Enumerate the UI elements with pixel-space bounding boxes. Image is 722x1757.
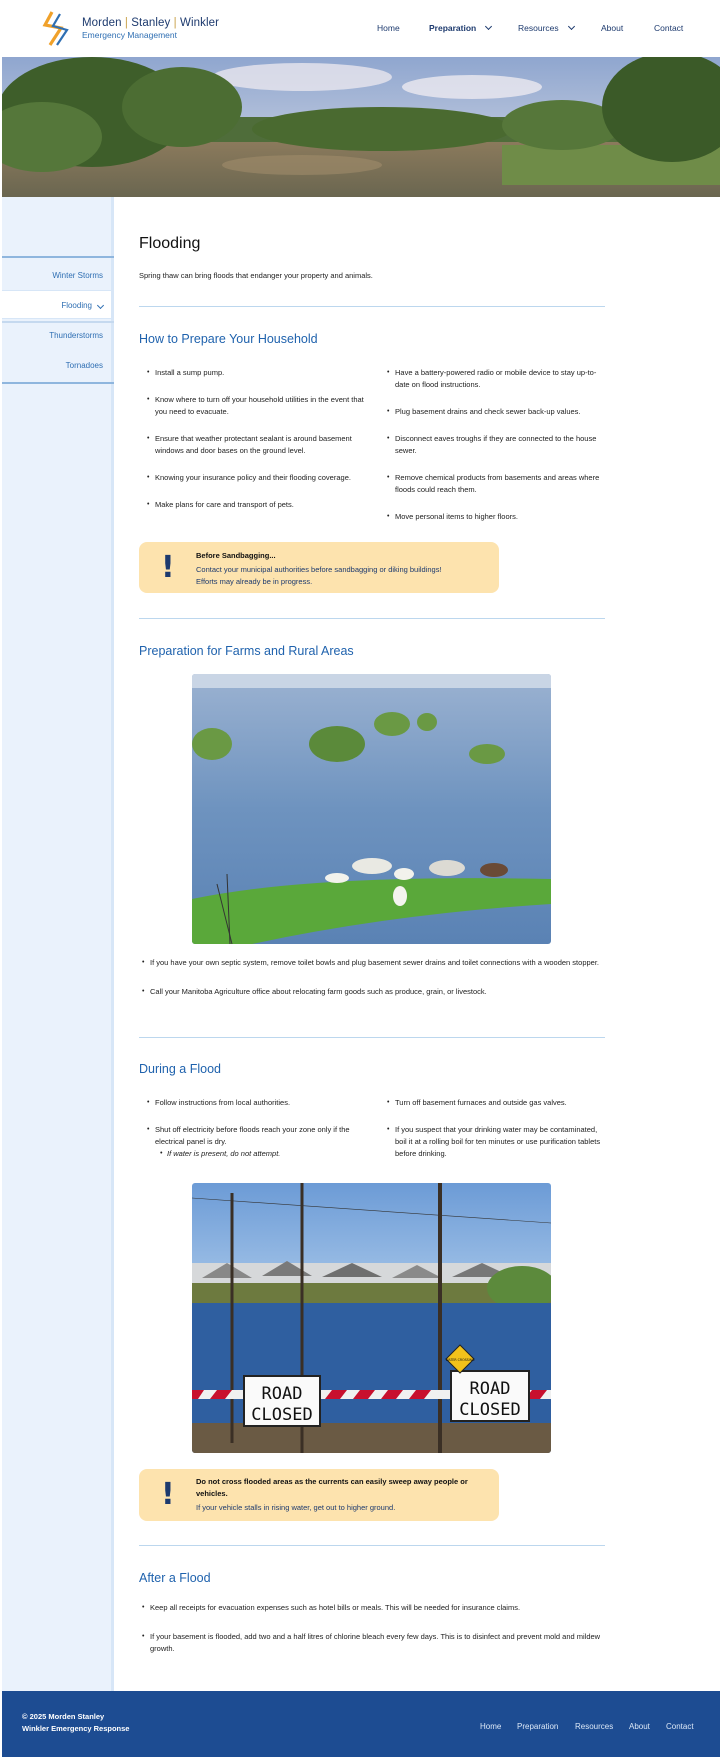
list-item: • Turn off basement furnaces and outside gas valves. (379, 1097, 605, 1109)
photo-road-closed-flood (192, 1183, 551, 1453)
hero-flooded-field-image (2, 57, 720, 197)
chevron-down-icon (485, 23, 492, 30)
footer-link-contact[interactable]: Contact (666, 1722, 694, 1731)
section-divider (139, 1037, 605, 1038)
nav-contact[interactable]: Contact (654, 23, 684, 33)
list-item: • Shut off electricity before floods reach your zone only if the electrical panel is dry. (139, 1124, 364, 1148)
footer-link-about[interactable]: About (629, 1722, 650, 1731)
list-item: • Knowing your insurance policy and their flooding coverage. (139, 472, 364, 484)
list-item: • Remove chemical products from basements and areas where floods could reach them. (379, 472, 605, 496)
footer-link-resources[interactable]: Resources (575, 1722, 614, 1731)
list-item: • If you have your own septic system, remove toilet bowls and plug basement sewer drains and toilet connections with a wooden stopper. (134, 957, 605, 969)
footer-link-preparation[interactable]: Preparation (517, 1722, 559, 1731)
household-list-left (139, 367, 364, 511)
heading-farms: Preparation for Farms and Rural Areas (139, 644, 354, 658)
during-list-right (379, 1097, 605, 1160)
sidebar-item-flooding[interactable]: Flooding (61, 301, 103, 310)
callout-body: Efforts may already be in progress. (196, 577, 313, 586)
nav-resources[interactable]: Resources (518, 23, 574, 33)
list-item: • If you suspect that your drinking water may be contaminated, boil it at a rolling boil for ten minutes or use purification tablets before drinking. (379, 1124, 605, 1160)
list-item: • Make plans for care and transport of pets. (139, 499, 364, 511)
chevron-down-icon (568, 23, 575, 30)
footer-copyright: © 2025 Morden Stanley Winkler Emergency Response (22, 1712, 130, 1733)
section-sidebar (2, 197, 114, 1691)
site-header (2, 0, 720, 57)
nav-home[interactable]: Home (377, 23, 400, 33)
during-list-left (139, 1097, 364, 1160)
heading-household: How to Prepare Your Household (139, 332, 318, 346)
chevron-down-icon (97, 302, 104, 309)
site-footer (2, 1691, 720, 1757)
section-divider (139, 618, 605, 619)
nav-about[interactable]: About (601, 23, 624, 33)
heading-after: After a Flood (139, 1571, 211, 1585)
sidebar-item-tornadoes[interactable]: Tornadoes (65, 361, 103, 370)
household-list-right (379, 367, 605, 523)
water-crossing-sign: WATER CROSSING (445, 1358, 475, 1362)
sidebar-divider (2, 321, 114, 323)
callout-body: If your vehicle stalls in rising water, get out to higher ground. (196, 1503, 396, 1512)
road-closed-sign-right-2: CLOSED (459, 1400, 521, 1420)
sidebar-divider (2, 382, 114, 384)
list-item: • Install a sump pump. (139, 367, 364, 379)
footer-link-home[interactable]: Home (480, 1722, 502, 1731)
sidebar-item-thunderstorms[interactable]: Thunderstorms (49, 331, 103, 340)
callout-sandbagging (139, 542, 499, 593)
sidebar-item-winter-storms[interactable]: Winter Storms (52, 271, 103, 280)
farms-list (134, 957, 605, 998)
brand-name: Morden | Stanley | Winkler (82, 17, 220, 29)
page-intro: Spring thaw can bring floods that endanger your property and animals. (139, 271, 373, 280)
section-divider (139, 306, 605, 307)
after-list (134, 1602, 605, 1655)
list-subitem: • If water is present, do not attempt. (139, 1148, 364, 1160)
list-item: • Keep all receipts for evacuation expenses such as hotel bills or meals. This will be needed for insurance claims. (134, 1602, 605, 1614)
brand-wordmark[interactable] (82, 17, 219, 40)
list-item: • Disconnect eaves troughs if they are connected to the house sewer. (379, 433, 605, 457)
heading-during: During a Flood (139, 1062, 221, 1076)
callout-flooded-areas (139, 1469, 499, 1521)
road-closed-sign-right: ROAD (469, 1379, 511, 1399)
callout-body: Contact your municipal authorities before sandbagging or diking buildings! (196, 565, 442, 574)
photo-cattle-flooded-field (192, 674, 551, 944)
list-item: • Have a battery-powered radio or mobile device to stay up-to-date on flood instructions. (379, 367, 605, 391)
exclamation-icon: ! (161, 1477, 175, 1512)
list-item: • Know where to turn off your household utilities in the event that you need to evacuate. (139, 394, 364, 418)
section-divider (139, 1545, 605, 1546)
nav-preparation[interactable]: Preparation (429, 23, 491, 33)
exclamation-icon: ! (161, 550, 175, 585)
page-title: Flooding (139, 235, 201, 252)
list-item: • Plug basement drains and check sewer back-up values. (379, 406, 605, 418)
callout-title: Before Sandbagging... (196, 551, 276, 560)
callout-title: Do not cross flooded areas as the currents can easily sweep away people or vehicles. (196, 1477, 468, 1498)
list-item: • Ensure that weather protectant sealant is around basement windows and door bases on the ground level. (139, 433, 364, 457)
sidebar-divider (2, 256, 114, 258)
list-item: • Move personal items to higher floors. (379, 511, 605, 523)
list-item: • If your basement is flooded, add two and a half litres of chlorine bleach every few days. This is to disinfect and prevent mold and mildew growth. (134, 1631, 605, 1655)
list-item: • Call your Manitoba Agriculture office about relocating farm goods such as produce, grain, or livestock. (134, 986, 605, 998)
road-closed-sign-left: ROAD (261, 1384, 303, 1404)
brand-logo-icon[interactable] (42, 10, 70, 48)
page (2, 0, 720, 1757)
list-item: • Follow instructions from local authorities. (139, 1097, 364, 1109)
road-closed-sign-left-2: CLOSED (251, 1405, 313, 1425)
brand-subtitle: Emergency Management (82, 30, 177, 40)
